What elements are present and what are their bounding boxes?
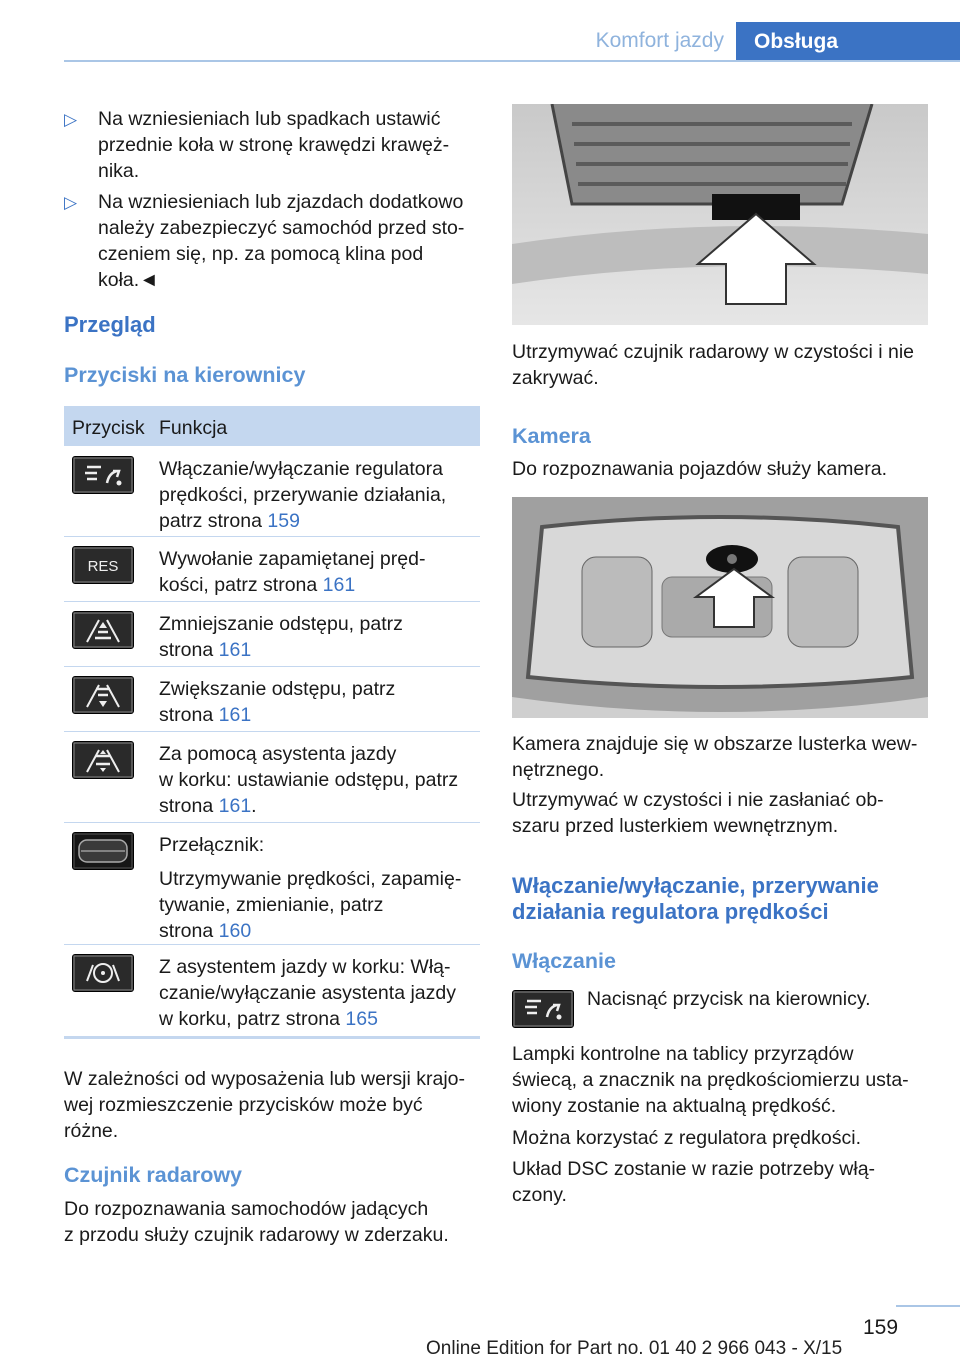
- cruise-control-icon: [72, 456, 134, 494]
- table-divider: [64, 944, 480, 945]
- camera-paragraph: Do rozpoznawania pojazdów służy kamera.: [512, 458, 888, 480]
- table-row: Zmniejszanie odstępu, patrz strona 161: [159, 613, 403, 661]
- res-icon: [72, 546, 134, 584]
- page-number: 159: [863, 1316, 899, 1339]
- traffic-jam-assist-distance-icon: [72, 741, 134, 779]
- note-paragraph: W zależności od wyposażenia lub wersji krajo‐ wej rozmieszczenie przycisków może być różne.: [64, 1068, 465, 1142]
- table-end-rule: [64, 1036, 480, 1039]
- page-link[interactable]: 161: [218, 639, 252, 661]
- camera-photo: [512, 497, 928, 718]
- table-row: Za pomocą asystenta jazdy w korku: ustawianie odstępu, patrz strona 161.: [159, 743, 459, 817]
- page-link[interactable]: 159: [267, 510, 300, 532]
- table-divider: [64, 822, 480, 823]
- bullet-text-2: Na wzniesieniach lub zjazdach dodatkowo należy zabezpieczyć samochód przed sto‐ czeniem się, np. za pomocą klina pod koła.◄: [98, 191, 465, 291]
- radar-caption: Utrzymywać czujnik radarowy w czystości i nie zakrywać.: [512, 341, 915, 389]
- indicator-paragraph: Lampki kontrolne na tablicy przyrządów świecą, a znacznik na prędkościomierzu usta‐ wiony zostanie na aktualną prędkość.: [512, 1043, 909, 1117]
- bullet-marker: ▷: [64, 193, 78, 212]
- table-row: Przełącznik: Utrzymywanie prędkości, zapamię‐ tywanie, zmienianie, patrz strona 160: [159, 834, 462, 942]
- heading-steering-buttons: Przyciski na kierownicy: [64, 363, 306, 387]
- header-chapter-tab: Obsługa: [736, 22, 960, 62]
- rocker-switch-icon: [72, 832, 134, 870]
- page-link[interactable]: 160: [218, 920, 252, 942]
- table-divider: [64, 731, 480, 732]
- page-link[interactable]: 161: [218, 795, 252, 817]
- svg-text:RES: RES: [87, 558, 119, 575]
- table-row: Z asystentem jazdy w korku: Włą‐ czanie/wyłączanie asystenta jazdy w korku, patrz strona 165: [159, 956, 456, 1030]
- edition-footer: Online Edition for Part no. 01 40 2 966 043 - X/15: [426, 1338, 843, 1359]
- bullet-text-1: Na wzniesieniach lub spadkach ustawić przednie koła w stronę krawędzi krawęż‐ nika.: [98, 108, 450, 182]
- table-col-function: Funkcja: [159, 417, 228, 439]
- header-section-tab: Komfort jazdy: [595, 29, 724, 52]
- bullet-marker: ▷: [64, 110, 78, 129]
- page-link[interactable]: 165: [345, 1008, 378, 1030]
- page-link[interactable]: 161: [218, 704, 252, 726]
- usage-paragraph: Można korzystać z regulatora prędkości.: [512, 1127, 861, 1149]
- dsc-paragraph: Układ DSC zostanie w razie potrzeby włą‐ czony.: [512, 1158, 876, 1206]
- camera-caption: Kamera znajduje się w obszarze lusterka wew‐ nętrznego.: [512, 733, 918, 781]
- table-row: Zwiększanie odstępu, patrz strona 161: [159, 678, 396, 726]
- table-row: Włączanie/wyłączanie regulatora prędkości, przerywanie działania, patrz strona 159: [159, 458, 447, 532]
- heading-camera: Kamera: [512, 424, 591, 448]
- traffic-jam-assist-icon: [72, 954, 134, 992]
- table-divider: [64, 601, 480, 602]
- distance-decrease-icon: [72, 611, 134, 649]
- radar-sensor-photo: [512, 104, 928, 325]
- footer-rule: [896, 1305, 960, 1307]
- page-link[interactable]: 161: [322, 574, 356, 596]
- heading-overview: Przegląd: [64, 312, 156, 337]
- camera-care-note: Utrzymywać w czystości i nie zasłaniać ob‐ szaru przed lusterkiem wewnętrznym.: [512, 789, 884, 837]
- table-col-button: Przycisk: [72, 417, 145, 439]
- heading-on-off: Włączanie/wyłączanie, przerywanie działania regulatora prędkości: [512, 873, 879, 924]
- cruise-control-icon: [512, 990, 574, 1028]
- heading-radar: Czujnik radarowy: [64, 1163, 243, 1187]
- table-divider: [64, 666, 480, 667]
- table-divider: [64, 536, 480, 537]
- heading-enable: Włączanie: [512, 949, 616, 973]
- enable-instruction: Nacisnąć przycisk na kierownicy.: [587, 988, 871, 1010]
- table-row: Wywołanie zapamiętanej pręd‐ kości, patrz strona 161: [159, 548, 426, 596]
- header-rule: [64, 60, 960, 62]
- distance-increase-icon: [72, 676, 134, 714]
- radar-paragraph: Do rozpoznawania samochodów jadących z przodu służy czujnik radarowy w zderzaku.: [64, 1198, 449, 1246]
